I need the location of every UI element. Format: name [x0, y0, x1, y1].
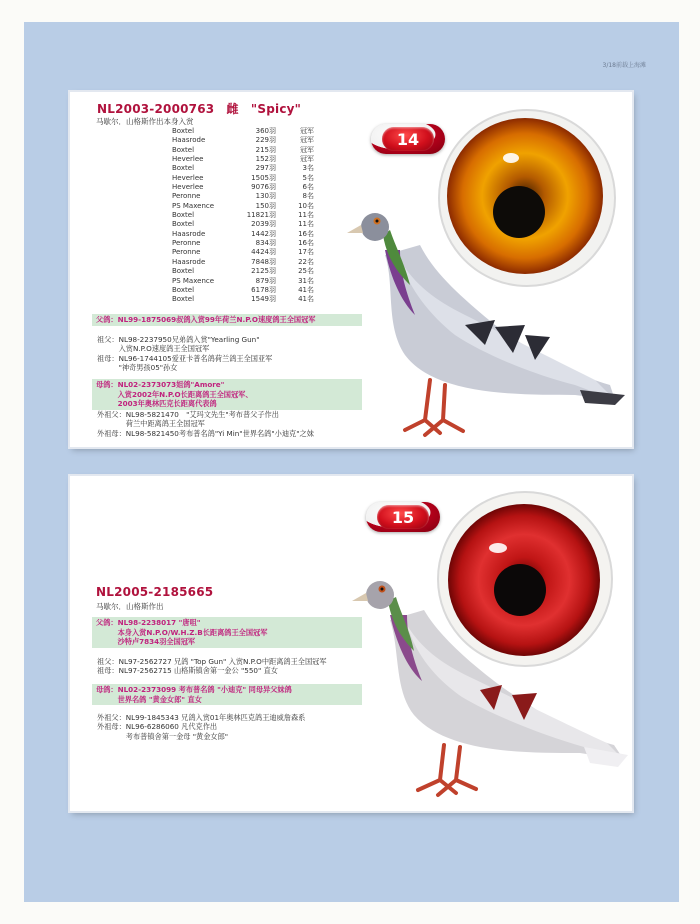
race-count: 9076羽	[251, 183, 276, 192]
pigeon-title: NL2005-2185665	[96, 585, 214, 599]
race-location: Heverlee	[172, 173, 204, 182]
race-row	[172, 248, 314, 257]
race-row	[172, 286, 314, 295]
pigeon-photo-blue-bar	[345, 205, 625, 445]
race-count: 150羽	[255, 201, 276, 210]
race-row	[172, 220, 314, 229]
race-rank: 5名	[302, 173, 314, 182]
race-location: Heverlee	[172, 155, 204, 164]
race-row	[172, 295, 314, 304]
pedigree-line: 外祖母：NL98-5821450考布普名鸽"Yi Min"世界名鸽"小迪克"之妹	[97, 428, 314, 438]
race-location: Boxtel	[172, 295, 195, 304]
race-count: 879羽	[255, 276, 276, 285]
pigeon-title: NL2003-2000763 雌 "Spicy"	[97, 102, 302, 116]
race-location: Boxtel	[172, 164, 195, 173]
race-row	[172, 192, 314, 201]
mother-band: 母鸽：NL02-2373099 考布普名鸽 "小迪克" 同母异父妹鸽 世界名鸽 "黄金女郎" 直女	[92, 684, 362, 705]
number-badge	[371, 124, 445, 154]
race-row	[172, 267, 314, 276]
race-count: 1549羽	[251, 295, 276, 304]
number-badge	[366, 502, 440, 532]
race-location: PS Maxence	[172, 201, 215, 210]
race-rank: 3名	[302, 164, 314, 173]
race-location: Boxtel	[172, 285, 195, 294]
race-rank: 11名	[298, 211, 314, 220]
race-rank: 冠军	[300, 145, 314, 154]
race-rank: 10名	[298, 201, 314, 210]
race-count: 297羽	[255, 164, 276, 173]
pedigree-line: 外祖父：NL98-5821470 "艾玛文先生"考布普父子作出	[97, 410, 279, 419]
race-row	[172, 183, 314, 192]
race-count: 7848羽	[251, 257, 276, 266]
race-location: PS Maxence	[172, 276, 215, 285]
badge-number: 15	[377, 505, 429, 529]
pedigree-line: 荷兰中距离鸽王全国冠军	[97, 419, 205, 429]
race-count: 360羽	[255, 127, 276, 135]
pedigree-line: 祖父：NL97-2562727 兄鸽 "Top Gun" 入赏N.P.O中距离鸽王全国冠军	[97, 657, 327, 666]
race-row	[172, 155, 314, 164]
race-count: 834羽	[255, 239, 276, 248]
race-location: Peronne	[172, 239, 201, 248]
race-location: Haasrode	[172, 229, 206, 238]
race-rank: 31名	[298, 276, 314, 285]
pedigree-line: 外祖母：NL96-6286060 凡代克作出	[97, 722, 218, 732]
pedigree-line: 考布普镇舍第一金母 "黄金女郎"	[97, 731, 229, 741]
race-location: Boxtel	[172, 267, 195, 276]
pedigree-line: 祖母：NL97-2562715 山格斯镇舍第一金公 "550" 直女	[97, 666, 278, 676]
race-count: 2125羽	[251, 267, 276, 276]
race-count: 215羽	[255, 145, 276, 154]
badge-number: 14	[382, 127, 434, 151]
race-row	[172, 230, 314, 239]
pedigree-line: 祖母：NL96-1744105爱亚卡普名鸽荷兰鸽王全国亚军	[97, 353, 273, 363]
race-row	[172, 164, 314, 173]
race-rank: 11名	[298, 220, 314, 229]
race-row	[172, 202, 314, 211]
race-count: 130羽	[255, 192, 276, 201]
mother-pedigree	[97, 410, 314, 438]
pigeon-photo-red-check	[352, 575, 628, 805]
father-band: 父鸽：NL98-2238017 "唐咀" 本身入赏N.P.O/W.H.Z.B长距离鸽王全国冠军 沙特卢7834羽全国冠军	[92, 617, 362, 648]
pedigree-line: 祖父：NL98-2237950兄弟鸽入赏"Yearling Gun"	[97, 335, 260, 344]
mother-pedigree	[97, 713, 305, 741]
race-location: Haasrode	[172, 257, 206, 266]
race-count: 2039羽	[251, 220, 276, 229]
father-pedigree	[97, 335, 272, 373]
race-rank: 6名	[302, 183, 314, 192]
race-count: 1442羽	[251, 229, 276, 238]
race-rank: 25名	[298, 267, 314, 276]
race-row	[172, 174, 314, 183]
pedigree-line: 入赏N.P.O速度鸽王全国冠军	[97, 344, 210, 354]
race-location: Boxtel	[172, 127, 195, 135]
race-rank: 16名	[298, 239, 314, 248]
pedigree-line: "神奇男孩05"孙女	[97, 363, 178, 373]
race-rank: 16名	[298, 229, 314, 238]
race-row	[172, 258, 314, 267]
pigeon-owner: 马歇尔．山格斯作出	[96, 602, 164, 611]
race-location: Heverlee	[172, 183, 204, 192]
race-location: Boxtel	[172, 211, 195, 220]
race-row	[172, 136, 314, 145]
race-rank: 冠军	[300, 127, 314, 135]
race-count: 1505羽	[251, 173, 276, 182]
pigeon-owner: 马歇尔．山格斯作出本身入赏	[96, 117, 194, 126]
race-location: Peronne	[172, 192, 201, 201]
race-row	[172, 211, 314, 220]
race-row	[172, 146, 314, 155]
race-location: Boxtel	[172, 220, 195, 229]
race-rank: 41名	[298, 285, 314, 294]
race-rank: 冠军	[300, 155, 314, 164]
race-rank: 17名	[298, 248, 314, 257]
race-location: Peronne	[172, 248, 201, 257]
race-row	[172, 127, 314, 136]
race-location: Haasrode	[172, 136, 206, 145]
race-rank: 22名	[298, 257, 314, 266]
pedigree-line: 外祖父：NL99-1845343 兄鸽入赏01年奥林匹克鸽王迪威詹森系	[97, 713, 306, 722]
race-count: 6178羽	[251, 285, 276, 294]
page-tag: 3/18前载上海滩	[602, 62, 646, 69]
race-rank: 冠军	[300, 136, 314, 145]
race-count: 152羽	[255, 155, 276, 164]
race-row	[172, 277, 314, 286]
race-results	[172, 127, 314, 305]
race-rank: 41名	[298, 295, 314, 304]
race-location: Boxtel	[172, 145, 195, 154]
father-pedigree	[97, 657, 327, 676]
race-count: 229羽	[255, 136, 276, 145]
race-rank: 8名	[302, 192, 314, 201]
race-count: 4424羽	[251, 248, 276, 257]
mother-band: 母鸽：NL02-2373073姐鸽"Amore" 入赏2002年N.P.O长距离鸽王全国冠军、 2003年奥林匹克长距离代表鸽	[92, 379, 362, 410]
race-row	[172, 239, 314, 248]
father-band: 父鸽：NL99-1875069叔鸽入赏99年荷兰N.P.O速度鸽王全国冠军	[92, 314, 362, 326]
race-count: 11821羽	[246, 211, 276, 220]
